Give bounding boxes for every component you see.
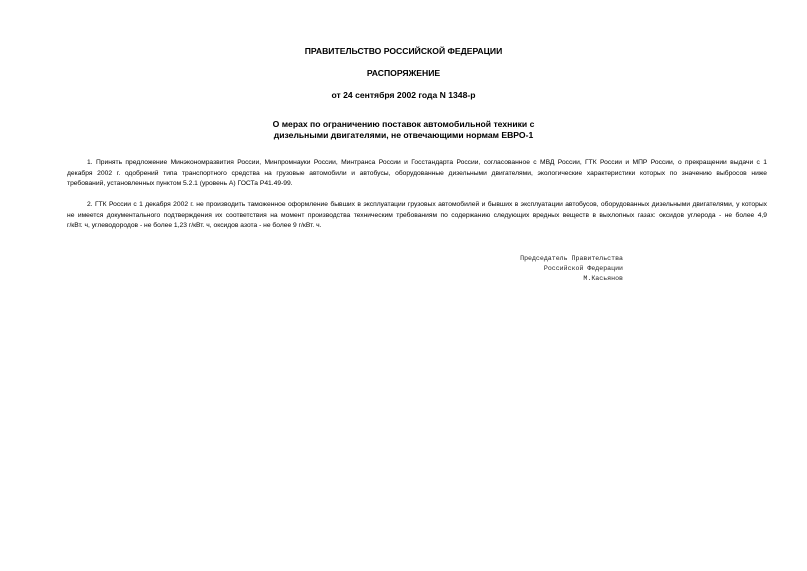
government-heading: ПРАВИТЕЛЬСТВО РОССИЙСКОЙ ФЕДЕРАЦИИ xyxy=(304,46,503,56)
signature-position: Председатель Правительства xyxy=(520,255,623,262)
paragraph-1-line: 1. Принять предложение Минэкономразвития России, Минпромнауки России, Минтранса России и Госстандарта России, согласованное с МВД России, ГТК России и МПР России, о прекращении выдачи с 1 xyxy=(87,159,767,166)
document-date-number: от 24 сентября 2002 года N 1348-р xyxy=(331,90,476,100)
paragraph-2-line: 2. ГТК России с 1 декабря 2002 г. не производить таможенное оформление бывших в эксплуатации грузовых автомобилей и бывших в эксплуатации автобусов, оборудованных дизельными двигателями, у которых xyxy=(87,201,767,208)
signature-block xyxy=(520,254,623,285)
paragraph-2 xyxy=(67,200,767,232)
signature-name: М.Касьянов xyxy=(583,275,623,283)
paragraph-1 xyxy=(67,158,767,190)
paragraph-2-line: не имеется документального подтверждения их соответствия на момент производства техническим требованиям по содержанию следующих вредных веществ в выхлопных газах: оксидов углерода - не более 4,9 xyxy=(67,211,767,219)
document-title-line-2: дизельными двигателями, не отвечающими нормам ЕВРО-1 xyxy=(273,130,534,140)
paragraph-1-line: декабря 2002 г. одобрений типа транспортного средства на грузовые автомобили и автобусы, оборудованные дизельными двигателями, экологические характеристики которых по значению выбросов ниже xyxy=(67,169,767,177)
document-title-line-1: О мерах по ограничению поставок автомобильной техники с xyxy=(272,119,535,129)
signature-country: Российской Федерации xyxy=(543,265,623,273)
paragraph-1-line: требований, установленных пунктом 5.2.1 (уровень А) ГОСТа Р41.49-99. xyxy=(67,180,293,188)
document-type: РАСПОРЯЖЕНИЕ xyxy=(366,68,441,78)
paragraph-2-line: г/кВт. ч, углеводородов - не более 1,23 г/кВт. ч, оксидов азота - не более 9 г/кВт. ч. xyxy=(67,222,322,230)
